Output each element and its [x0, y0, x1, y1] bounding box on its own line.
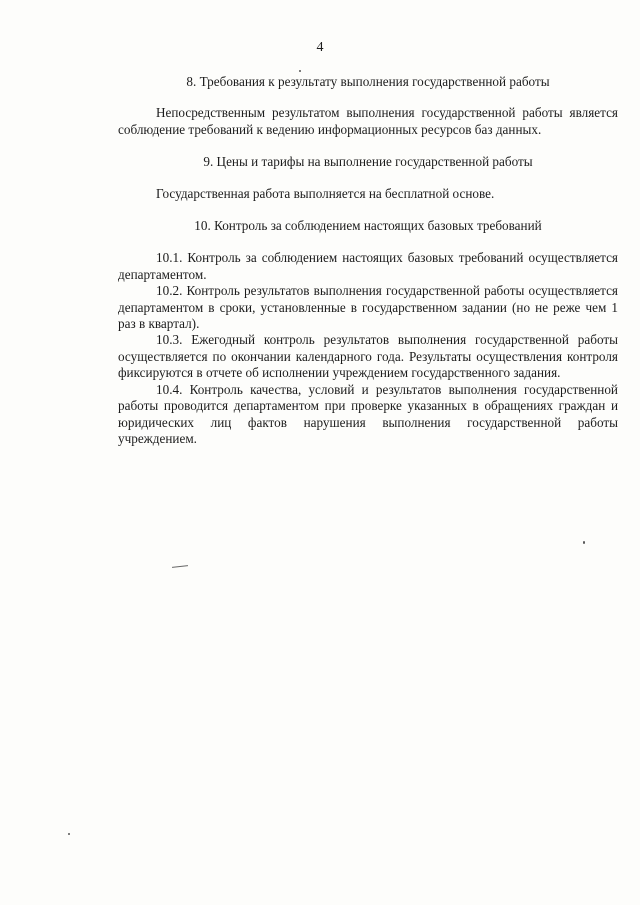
section-10-heading: 10. Контроль за соблюдением настоящих базовых требований	[194, 218, 542, 234]
section-10-item-3: 10.3. Ежегодный контроль результатов выполнения государственной работы осуществляется по окончании календарного года. Результаты осуществления контроля фиксируются в отчете об исполнении учреждением государственного задания.	[118, 332, 618, 381]
section-8-paragraph: Непосредственным результатом выполнения государственной работы является соблюдение требований к ведению информационных ресурсов баз данных.	[118, 105, 618, 137]
section-8-heading: 8. Требования к результату выполнения государственной работы	[186, 74, 550, 89]
scan-speck	[299, 70, 301, 72]
section-10-item-4: 10.4. Контроль качества, условий и результатов выполнения государственной работы проводится департаментом при проверке указанных в обращениях граждан и юридических лиц фактов нарушения выполнения государственной работы учреждением.	[118, 381, 618, 446]
scan-mark	[172, 565, 188, 568]
page-number: 4	[316, 40, 324, 55]
section-10-item-1: 10.1. Контроль за соблюдением настоящих базовых требований осуществляется департаментом.	[118, 250, 618, 282]
scan-speck	[68, 833, 70, 835]
document-body	[118, 74, 618, 447]
scan-speck	[583, 541, 585, 544]
section-10-item-2: 10.2. Контроль результатов выполнения государственной работы осуществляется департаментом в сроки, установленные в государственном задании (но не реже чем 1 раз в квартал).	[118, 283, 618, 332]
section-9-heading: 9. Цены и тарифы на выполнение государственной работы	[203, 154, 533, 170]
section-9-paragraph: Государственная работа выполняется на бесплатной основе.	[156, 185, 495, 201]
